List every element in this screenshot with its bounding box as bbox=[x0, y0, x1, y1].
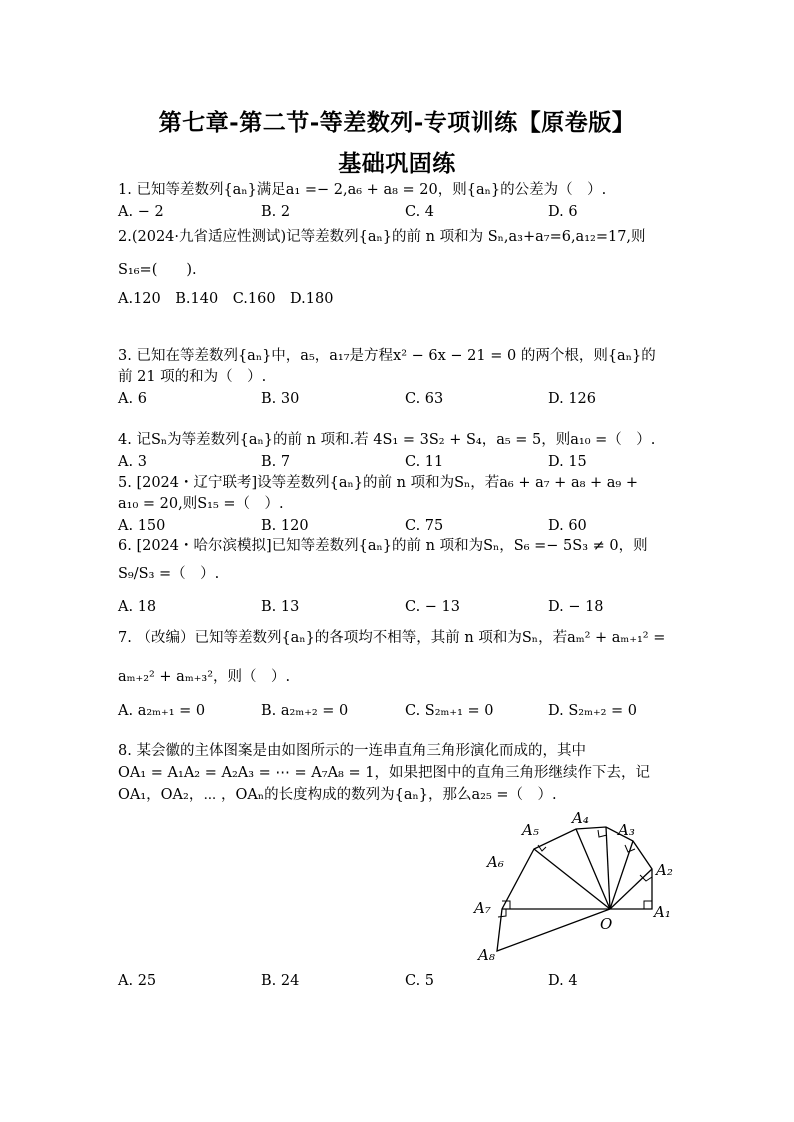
question-5-text-line-2: a₁₀ = 20,则S₁₅ =（ ）. bbox=[118, 496, 284, 512]
q3-option-d: D. 126 bbox=[548, 391, 597, 407]
q4-option-a: A. 3 bbox=[118, 454, 147, 470]
question-6-text-line-1: 6. [2024・哈尔滨模拟]已知等差数列{aₙ}的前 n 项和为Sₙ，S₆ =− 5S₃ ≠ 0，则 bbox=[118, 538, 648, 554]
q8-option-d: D. 4 bbox=[548, 973, 578, 989]
q4-option-d: D. 15 bbox=[548, 454, 587, 470]
q6-option-a: A. 18 bbox=[118, 599, 157, 615]
question-4-text: 4. 记Sₙ为等差数列{aₙ}的前 n 项和.若 4S₁ = 3S₂ + S₄，a₅ = 5，则a₁₀ =（ ）. bbox=[118, 432, 656, 448]
q1-option-d: D. 6 bbox=[548, 204, 578, 220]
page-title: 第七章-第二节-等差数列-专项训练【原卷版】 bbox=[158, 109, 636, 136]
label-a3: A₃ bbox=[618, 821, 635, 839]
question-7-text-line-2: aₘ₊₂² + aₘ₊₃²，则（ ）. bbox=[118, 669, 291, 685]
question-8-text-line-2: OA₁ = A₁A₂ = A₂A₃ = ⋯ = A₇A₈ = 1，如果把图中的直角三角形继续作下去，记 bbox=[118, 765, 650, 781]
q1-option-b: B. 2 bbox=[261, 204, 291, 220]
q8-option-b: B. 24 bbox=[261, 973, 300, 989]
question-2-options: A.120 B.140 C.160 D.180 bbox=[118, 291, 334, 307]
question-2-text-line-2: S₁₆=( ). bbox=[118, 262, 197, 278]
q8-option-c: C. 5 bbox=[405, 973, 435, 989]
q7-option-c: C. S₂ₘ₊₁ = 0 bbox=[405, 703, 494, 719]
label-a1: A₁ bbox=[654, 903, 671, 921]
q5-option-c: C. 75 bbox=[405, 518, 444, 534]
label-a8: A₈ bbox=[478, 946, 495, 964]
question-5-text-line-1: 5. [2024・辽宁联考]设等差数列{aₙ}的前 n 项和为Sₙ，若a₆ + a₇ + a₈ + a₉ + bbox=[118, 475, 638, 491]
q6-option-c: C. − 13 bbox=[405, 599, 461, 615]
q8-option-a: A. 25 bbox=[118, 973, 157, 989]
label-a2: A₂ bbox=[656, 861, 673, 879]
q7-option-d: D. S₂ₘ₊₂ = 0 bbox=[548, 703, 638, 719]
question-2-text-line-1: 2.(2024·九省适应性测试)记等差数列{aₙ}的前 n 项和为 Sₙ,a₃+a₇=6,a₁₂=17,则 bbox=[118, 229, 646, 245]
q6-option-b: B. 13 bbox=[261, 599, 300, 615]
q5-option-d: D. 60 bbox=[548, 518, 587, 534]
q4-option-b: B. 7 bbox=[261, 454, 291, 470]
question-7-text-line-1: 7. （改编）已知等差数列{aₙ}的各项均不相等，其前 n 项和为Sₙ，若aₘ² + aₘ₊₁² = bbox=[118, 630, 666, 646]
q3-option-a: A. 6 bbox=[118, 391, 147, 407]
question-1-text: 1. 已知等差数列{aₙ}满足a₁ =− 2,a₆ + a₈ = 20，则{aₙ}的公差为（ ）. bbox=[118, 182, 607, 198]
label-a7: A₇ bbox=[474, 899, 491, 917]
question-8-text-line-1: 8. 某会徽的主体图案是由如图所示的一连串直角三角形演化而成的，其中 bbox=[118, 743, 586, 759]
question-3-text-line-2: 前 21 项的和为（ ）. bbox=[118, 369, 267, 385]
section-heading: 基础巩固练 bbox=[338, 150, 456, 177]
q3-option-b: B. 30 bbox=[261, 391, 300, 407]
question-6-text-line-2: S₉/S₃ =（ ）. bbox=[118, 566, 220, 582]
q6-option-d: D. − 18 bbox=[548, 599, 604, 615]
question-8-text-line-3: OA₁，OA₂，⋯ ，OAₙ的长度构成的数列为{aₙ}，那么a₂₅ =（ ）. bbox=[118, 787, 557, 803]
label-a6: A₆ bbox=[487, 853, 504, 871]
q1-option-a: A. − 2 bbox=[118, 204, 164, 220]
spiral-svg bbox=[470, 805, 690, 970]
q1-option-c: C. 4 bbox=[405, 204, 435, 220]
q3-option-c: C. 63 bbox=[405, 391, 444, 407]
label-a5: A₅ bbox=[522, 821, 539, 839]
q5-option-b: B. 120 bbox=[261, 518, 309, 534]
label-a4: A₄ bbox=[572, 809, 589, 827]
question-3-text-line-1: 3. 已知在等差数列{aₙ}中，a₅，a₁₇是方程x² − 6x − 21 = 0 的两个根，则{aₙ}的 bbox=[118, 348, 656, 364]
label-o: O bbox=[600, 915, 613, 933]
q7-option-b: B. a₂ₘ₊₂ = 0 bbox=[261, 703, 349, 719]
q5-option-a: A. 150 bbox=[118, 518, 166, 534]
q7-option-a: A. a₂ₘ₊₁ = 0 bbox=[118, 703, 206, 719]
q4-option-c: C. 11 bbox=[405, 454, 444, 470]
right-triangle-spiral-figure bbox=[470, 805, 690, 970]
